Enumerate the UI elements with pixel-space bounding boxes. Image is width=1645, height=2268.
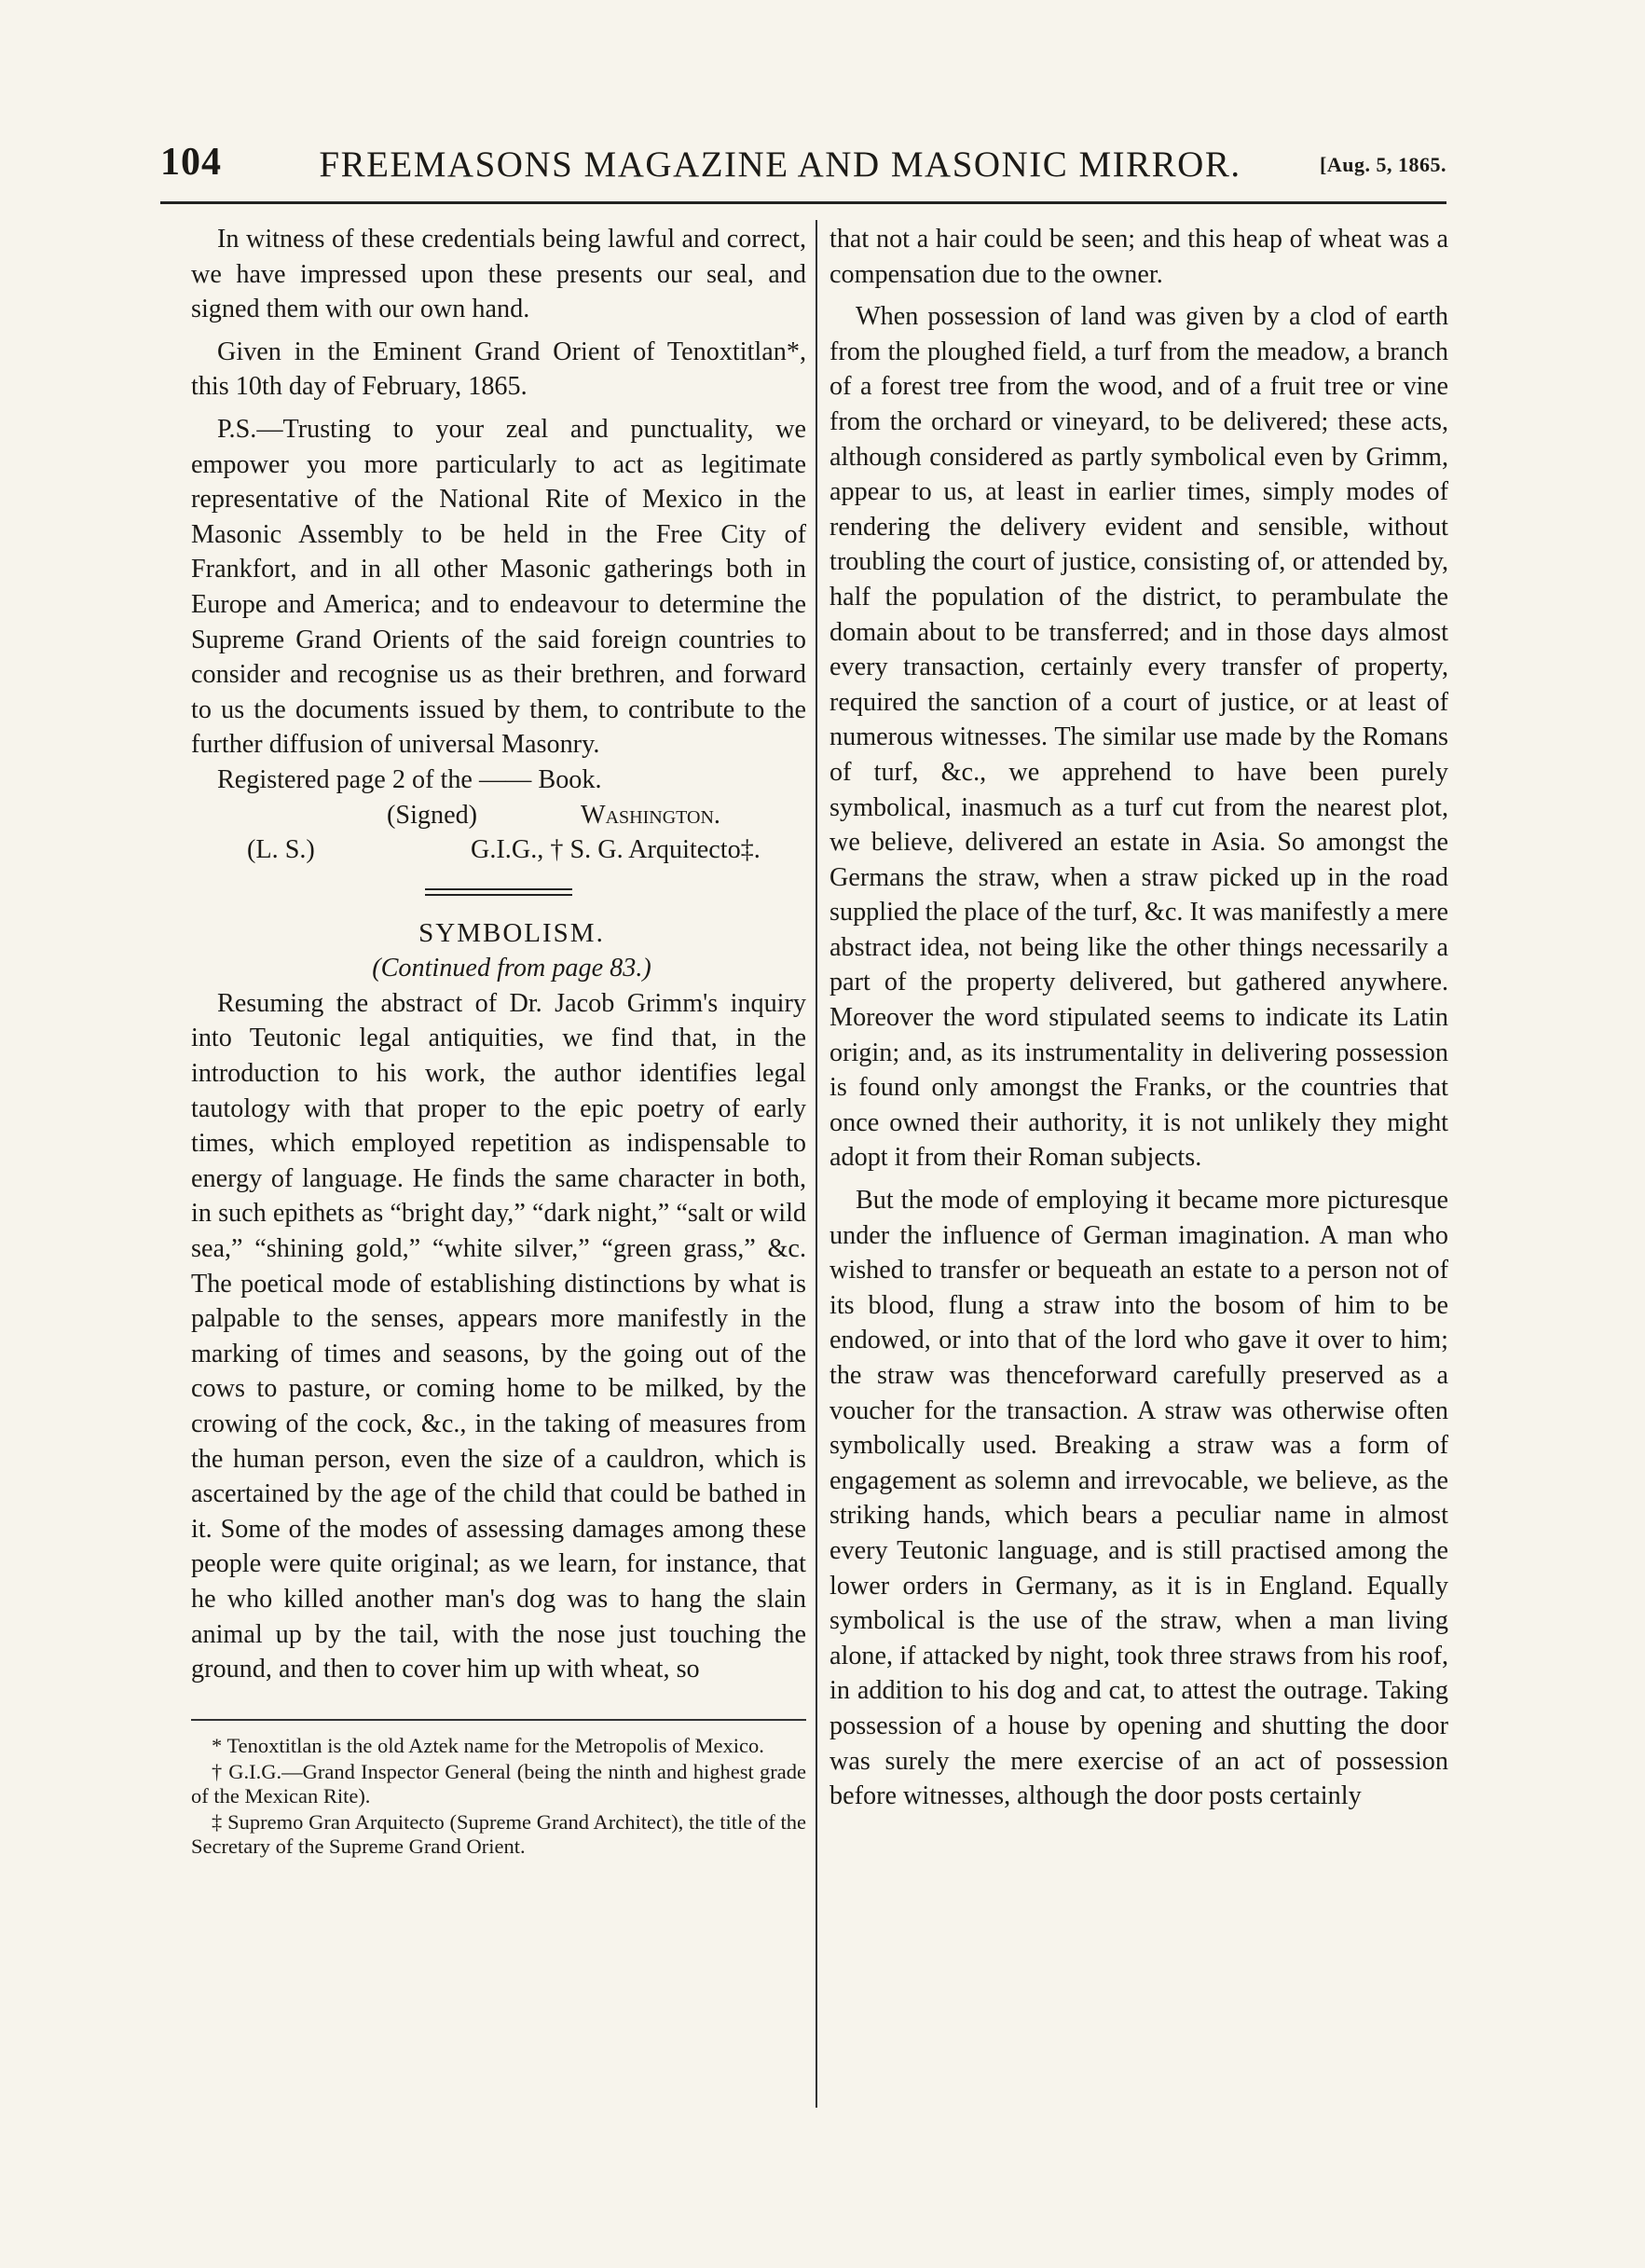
right-column (829, 222, 1448, 1814)
paragraph-resuming: Resuming the abstract of Dr. Jacob Grimm's inquiry into Teutonic legal antiquities, we find that, in the introduction to his work, the author identifies legal tautology with that proper to the epic poetry of early times, which employed repetition as indispensable to energy of language. He finds the same character in both, in such epithets as “bright day,” “dark night,” “salt or wild sea,” “shining gold,” “white silver,” “green grass,” &c. The poetical mode of establishing distinctions by what is palpable to the senses, appears more manifestly in the marking of times and seasons, by the going out of the cows to pasture, or coming home to be milked, by the crowing of the cock, &c., in the taking of measures from the human person, even the size of a cauldron, which is ascertained by the age of the child that could be bathed in it. Some of the modes of assessing damages among these people were quite original; as we learn, for instance, that he who killed another man's dog was to hang the slain animal up by the tail, with the nose just touching the ground, and then to cover him up with wheat, so (191, 988, 806, 1684)
registered-line: Registered page 2 of the —— Book. (217, 764, 602, 794)
paragraph-possession: When possession of land was given by a clod of earth from the ploughed field, a turf from the meadow, a branch of a forest tree from the wood, and of a fruit tree or vine from the orchard or vineyard, to be delivered; these acts, although considered as partly symbolical even by Grimm, appear to us, at least in earlier times, simply modes of rendering the delivery evident and sensible, without troubling the court of justice, consisting of, or attended by, half the population of the district, to perambulate the domain about to be transferred; and in those days almost every transaction, certainly every transfer of property, required the sanction of a court of justice, or at least of numerous witnesses. The similar use made by the Romans of turf, &c., we apprehend to have been purely symbolical, inasmuch as a turf cut from the nearest plot, we believe, delivered an estate in Asia. So amongst the Germans the straw, when a straw picked up in the road supplied the place of the turf, &c. It was manifestly a mere abstract idea, not being like the other things necessarily a part of the property delivered, but gathered anywhere. Moreover the word stipulated seems to indicate its Latin origin; and, as its instrumentality in delivering possession is found only amongst the Franks, or the countries that once owned their authority, it is not unlikely they might adopt it from their Roman subjects. (829, 302, 1448, 1173)
paragraph-hair: that not a hair could be seen; and this heap of wheat was a compensation due to the owner. (829, 225, 1448, 289)
paragraph-straw: But the mode of employing it became more picturesque under the influence of German imagination. A man who wished to transfer or bequeath an estate to a person not of its blood, flung a straw into the bosom of him to be endowed, or into that of the lord who gave it over to him; the straw was thenceforward carefully preserved as a voucher for the transaction. A straw was otherwise often symbolically used. Breaking a straw was a form of engagement as solemn and irrevocable, we believe, as the striking hands, which bears a peculiar name in almost every Teutonic language, and is still practised among the lower orders in Germany, as it is in England. Equally symbolical is the use of the straw, when a man living alone, if attacked by night, took three straws from his roof, in addition to his dog and cat, to attest the outrage. Taking possession of a house by opening and shutting the door was surely the mere exercise of an act of possession before witnesses, although the door posts certainly (829, 1186, 1448, 1811)
paragraph-witness: In witness of these credentials being lawful and correct, we have impressed upon these presents our seal, and signed them with our own hand. (191, 225, 806, 324)
issue-date: [Aug. 5, 1865. (1320, 153, 1446, 176)
seal-mark: (L. S.) (247, 835, 315, 865)
signed-label: (Signed) (387, 800, 478, 830)
article-heading: SYMBOLISM. (418, 917, 605, 948)
footnote-rule (191, 1719, 806, 1721)
seal-line (191, 832, 806, 868)
running-title: FREEMASONS MAGAZINE AND MASONIC MIRROR. (319, 144, 1241, 185)
footnote-arquitecto: ‡ Supremo Gran Arquitecto (Supreme Grand Architect), the title of the Secretary of the Supreme Grand Orient. (191, 1809, 806, 1858)
page-number: 104 (160, 141, 222, 184)
signature-washington: Washington. (581, 800, 720, 830)
article-continued-note: (Continued from page 83.) (372, 954, 651, 983)
footnote-gig: † G.I.G.—Grand Inspector General (being the ninth and highest grade of the Mexican Rite). (191, 1759, 806, 1808)
page-header (160, 140, 1446, 196)
footnotes (191, 1734, 806, 1859)
signatories: G.I.G., † S. G. Arquitecto‡. (471, 835, 761, 865)
paragraph-postscript: P.S.—Trusting to your zeal and punctuality, we empower you more particularly to act as legitimate representative of the National Rite of Mexico in the Masonic Assembly to be held in the Free City of Frankfort, and in all other Masonic gatherings both in Europe and America; and to endeavour to determine the Supreme Grand Orients of the said foreign countries to consider and recognise us as their brethren, and forward to us the documents issued by them, to contribute to the further diffusion of universal Masonry. (191, 414, 806, 760)
signed-line (191, 798, 806, 833)
header-rule (160, 201, 1446, 204)
section-divider (425, 888, 572, 896)
column-divider (816, 220, 817, 2108)
footnote-tenoxtitlan: * Tenoxtitlan is the old Aztek name for the Metropolis of Mexico. (212, 1733, 764, 1757)
left-column (191, 222, 806, 1861)
paragraph-given: Given in the Eminent Grand Orient of Tenoxtitlan*, this 10th day of February, 1865. (191, 337, 806, 402)
